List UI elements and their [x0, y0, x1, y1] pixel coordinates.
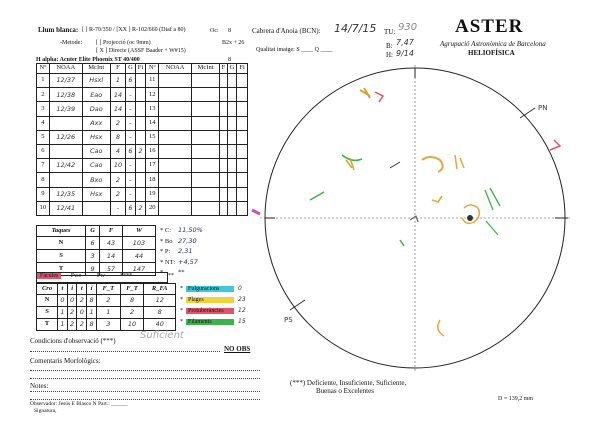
taques-table [36, 225, 156, 276]
groups-cell: 8 [37, 173, 50, 187]
notes-label: Notes: [30, 382, 49, 390]
h-value: 9/14 [396, 49, 414, 58]
features-cell: 1 [96, 307, 120, 319]
plage-sketch-6 [432, 196, 442, 202]
groups-cell [135, 187, 146, 201]
groups-cell [227, 173, 236, 187]
groups-cell: 6 [126, 201, 135, 215]
oc-label: Oc: [210, 28, 219, 34]
groups-cell: 4 [110, 144, 125, 158]
groups-cell: 12/42 [49, 159, 82, 173]
taques-cell: 44 [122, 250, 155, 263]
groups-cell [82, 201, 110, 215]
comentaris-label: Comentaris Morfològics: [30, 357, 101, 365]
filament-sketch-4 [486, 221, 498, 235]
groups-cell [227, 130, 236, 144]
plage-sketch-4 [455, 155, 464, 169]
groups-cell [192, 187, 220, 201]
fw-label: Fw [97, 273, 105, 279]
signatura-label: Signatura, [34, 408, 57, 414]
legend-star: * [180, 318, 183, 325]
groups-cell [49, 173, 82, 187]
metode-label: -Metode: [60, 40, 82, 46]
groups-cell [220, 102, 228, 116]
features-cell: 0 [58, 295, 68, 307]
taques-cell: 57 [100, 263, 123, 276]
groups-cell: 5 [37, 130, 50, 144]
metode-option-1: [ ] Projecció (oc 9mm) [96, 40, 151, 46]
taques-cell: 6 [86, 237, 100, 250]
features-cell: 10 [120, 319, 144, 331]
groups-cell [135, 88, 146, 102]
fwo-label: Fwo [70, 273, 82, 279]
groups-cell [220, 74, 228, 88]
groups-cell [237, 116, 248, 130]
groups-header-cell: F [220, 64, 228, 74]
legend-value: 12 [238, 307, 246, 314]
prominence-sketch-2 [550, 140, 560, 150]
groups-cell: - [126, 130, 135, 144]
features-header-cell: F_T [96, 284, 120, 295]
groups-header-cell: F [110, 64, 125, 74]
groups-cell: 12/41 [49, 201, 82, 215]
taques-cell: 14 [100, 250, 123, 263]
table-row [37, 116, 248, 130]
taques-cell: S [37, 250, 86, 263]
comentaris-line-1 [30, 369, 260, 371]
groups-cell: 12/26 [49, 130, 82, 144]
groups-cell [135, 102, 146, 116]
groups-cell [192, 201, 220, 215]
groups-cell: Hsxl [82, 74, 110, 88]
groups-cell: Axx [82, 116, 110, 130]
metode-option-2: [ X ] Directe (ASSF Baader + W#15) [96, 48, 186, 54]
groups-cell [135, 159, 146, 173]
groups-cell [192, 130, 220, 144]
groups-cell [237, 102, 248, 116]
groups-cell [237, 74, 248, 88]
groups-cell: 2 [110, 116, 125, 130]
groups-cell [237, 173, 248, 187]
taques-header-cell: F [100, 226, 123, 237]
halpha-num: 8 [228, 57, 231, 63]
taques-side-value: +4,57 [178, 257, 198, 266]
legend-value: 0 [238, 285, 242, 292]
taques-side-row [160, 226, 230, 237]
plage-sketch-3 [422, 157, 443, 172]
oc-value: 8 [228, 28, 231, 34]
groups-cell [220, 173, 228, 187]
groups-cell [192, 74, 220, 88]
taques-side-key: * C: [160, 227, 172, 234]
features-header-cell: F_T [120, 284, 144, 295]
legend-star: * [180, 307, 183, 314]
groups-cell [237, 144, 248, 158]
taques-side-row [160, 237, 230, 248]
groups-cell: 14 [110, 102, 125, 116]
groups-cell: Hsx [82, 130, 110, 144]
legend-star: * [180, 285, 183, 292]
features-cell: 8 [87, 319, 97, 331]
h-label: H: [386, 51, 393, 59]
taques-side-value: 11,50% [178, 226, 203, 234]
groups-cell: 1 [37, 74, 50, 88]
groups-cell [159, 144, 192, 158]
groups-cell: - [126, 116, 135, 130]
groups-cell: 12/35 [49, 187, 82, 201]
groups-cell [192, 102, 220, 116]
groups-cell: 2 [110, 187, 125, 201]
legend-label: Fulguracions [186, 286, 234, 292]
taques-cell: N [37, 237, 86, 250]
table-row [37, 173, 248, 187]
groups-cell: - [110, 201, 125, 215]
groups-cell: 20 [146, 201, 159, 215]
groups-cell: Hsx [82, 187, 110, 201]
groups-cell [237, 130, 248, 144]
groups-cell: - [126, 159, 135, 173]
groups-cell [227, 187, 236, 201]
groups-cell: 12 [146, 88, 159, 102]
features-cell: 2 [67, 319, 77, 331]
prominence-sketch-1 [375, 92, 383, 102]
features-cell: 2 [77, 319, 87, 331]
taques-side-values [160, 226, 230, 279]
legend-star: * [180, 296, 183, 303]
groups-cell: 17 [146, 159, 159, 173]
ps-label: PS [284, 316, 293, 324]
legend-row [180, 316, 250, 327]
groups-header-cell: NOAA [49, 64, 82, 74]
groups-cell [227, 144, 236, 158]
groups-cell [227, 88, 236, 102]
table-row [37, 187, 248, 201]
tu-label: TU: [384, 28, 396, 36]
groups-cell [220, 201, 228, 215]
features-cell: 40 [144, 319, 176, 331]
table-row [37, 201, 248, 215]
halpha-label: H alpha: Acuter Elite Phoenix ST 40/400 [36, 57, 140, 63]
features-cell: 1 [58, 319, 68, 331]
groups-cell [237, 88, 248, 102]
groups-cell: 12/39 [49, 102, 82, 116]
taques-side-value: ** [178, 268, 185, 276]
taques-header-cell: Taques [37, 226, 86, 237]
features-cell: 12 [144, 295, 176, 307]
groups-cell [220, 116, 228, 130]
groups-cell [159, 187, 192, 201]
groups-cell: 2 [110, 173, 125, 187]
table-row [37, 295, 176, 307]
groups-header-cell: Nº [146, 64, 159, 74]
groups-cell [220, 130, 228, 144]
taques-side-value: 2,31 [178, 247, 193, 255]
groups-cell [192, 144, 220, 158]
groups-cell [49, 144, 82, 158]
taques-side-row [160, 258, 230, 269]
groups-cell [135, 116, 146, 130]
features-header-cell: i [87, 284, 97, 295]
groups-cell: 16 [146, 144, 159, 158]
groups-cell: 12/37 [49, 74, 82, 88]
org-title: ASTER [455, 16, 524, 37]
plage-sketch-1 [360, 88, 370, 98]
tu-value: 930 [398, 22, 418, 33]
groups-cell [220, 88, 228, 102]
features-header-cell: Cro [37, 284, 58, 295]
table-row [37, 319, 176, 331]
groups-cell [192, 116, 220, 130]
filament-sketch-3 [485, 188, 500, 210]
groups-cell: 8 [110, 130, 125, 144]
filament-sketch-2 [310, 192, 324, 200]
groups-cell: 2 [135, 201, 146, 215]
groups-cell: 19 [146, 187, 159, 201]
legend-row [180, 294, 250, 305]
taques-side-key: * Bo [160, 237, 173, 245]
legend-label: Filaments [186, 319, 234, 325]
groups-cell [192, 173, 220, 187]
groups-cell: 13 [146, 102, 159, 116]
groups-cell [159, 130, 192, 144]
legend-row [180, 283, 250, 294]
features-cell: 8 [120, 295, 144, 307]
groups-cell: Cao [82, 159, 110, 173]
cabrera-date: 14/7/15 [334, 22, 377, 35]
groups-cell [159, 201, 192, 215]
taques-side-key: * [160, 269, 164, 276]
groups-header-cell: G [126, 64, 135, 74]
groups-cell: Dao [82, 102, 110, 116]
pn-label: PN [538, 104, 548, 112]
groups-cell: - [126, 187, 135, 201]
table-row [37, 102, 248, 116]
groups-cell: 6 [37, 144, 50, 158]
features-cell: 2 [96, 295, 120, 307]
facules-label: Fàcules [37, 273, 61, 279]
features-cell: S [37, 307, 58, 319]
groups-cell [227, 201, 236, 215]
features-cell: 1 [87, 307, 97, 319]
taques-side-value: 27,30 [178, 236, 197, 245]
groups-header-cell: McInt [82, 64, 110, 74]
features-header-cell: i [67, 284, 77, 295]
features-cell: 0 [67, 295, 77, 307]
groups-cell [220, 144, 228, 158]
taques-cell: 103 [122, 237, 155, 250]
taques-side-key: * P: [160, 248, 171, 255]
b2x-value: B2x + 26 [222, 40, 245, 46]
groups-cell [135, 173, 146, 187]
groups-cell [159, 74, 192, 88]
legend-label: Protuberàncies [186, 308, 234, 314]
b-value: 7,47 [396, 38, 414, 47]
comentaris-line-2 [30, 377, 260, 379]
features-cell: N [37, 295, 58, 307]
groups-cell [227, 102, 236, 116]
b-label: B: [386, 42, 393, 50]
groups-header-cell: G [227, 64, 236, 74]
solar-disk-drawing [250, 60, 580, 390]
notes-line-2 [30, 398, 260, 400]
groups-cell [159, 173, 192, 187]
features-cell: 2 [120, 307, 144, 319]
features-cell: 8 [144, 307, 176, 319]
groups-cell: - [126, 173, 135, 187]
org-subtitle: Agrupació Astronòmica de Barcelona [440, 40, 546, 48]
prominence-sketch-3 [252, 210, 260, 214]
diameter-label: D = 139,2 mm [498, 396, 534, 402]
spot-sketch-3 [390, 162, 400, 168]
features-header-cell: t [58, 284, 68, 295]
table-row [37, 237, 156, 250]
features-cell: 0 [77, 307, 87, 319]
cabrera-label: Cabrera d'Anoia (BCN): [252, 27, 321, 35]
groups-cell: 2 [37, 88, 50, 102]
groups-cell [49, 116, 82, 130]
groups-cell: 2 [135, 144, 146, 158]
deficients-note: (***) Deficiente, Insuficiente, Suficiente, [290, 379, 407, 387]
groups-cell: - [126, 102, 135, 116]
taques-cell: 43 [100, 237, 123, 250]
groups-cell: 7 [37, 159, 50, 173]
groups-cell [159, 88, 192, 102]
groups-header-cell: Nº [37, 64, 50, 74]
table-row [37, 250, 156, 263]
features-header-cell: R_FA [144, 284, 176, 295]
spot-sketch-2 [467, 215, 473, 221]
groups-cell: Bxo [82, 173, 110, 187]
legend-value: 23 [238, 296, 246, 303]
legend-value: 15 [238, 318, 246, 325]
features-cell: 1 [58, 307, 68, 319]
groups-cell [237, 187, 248, 201]
taques-side-row [160, 247, 230, 258]
groups-table [36, 63, 248, 216]
facules-row [36, 272, 168, 283]
groups-header-cell: NOAA [159, 64, 192, 74]
groups-cell: 14 [146, 116, 159, 130]
groups-cell: 1 [110, 74, 125, 88]
features-cell: 2 [67, 307, 77, 319]
features-header-cell: t [77, 284, 87, 295]
plage-sketch-7 [438, 320, 444, 336]
condicions-line [30, 350, 220, 352]
condicions-label: Condicions d'observació (***) [30, 337, 116, 345]
taques-cell: 3 [86, 250, 100, 263]
groups-cell [135, 130, 146, 144]
groups-cell: 3 [37, 102, 50, 116]
table-row [37, 144, 248, 158]
groups-header-cell: Fi [237, 64, 248, 74]
groups-cell: 15 [146, 130, 159, 144]
filament-sketch-5 [400, 240, 404, 246]
llum-options: [ ] R-70/350 / [XX ] R-102/660 (Diaf a 80) [82, 27, 186, 33]
legend-label: Plages [186, 297, 234, 303]
groups-cell [237, 159, 248, 173]
taques-header-cell: G [86, 226, 100, 237]
table-row [37, 159, 248, 173]
facules-stars: **** [120, 273, 133, 279]
groups-cell [159, 116, 192, 130]
condicions-value: Suficient [140, 330, 184, 341]
observador-label: Observador: Jesús E Blasco N Part.: ______ [30, 401, 128, 407]
features-cell: 3 [96, 319, 120, 331]
groups-header-cell: Fi [135, 64, 146, 74]
groups-cell: 14 [110, 88, 125, 102]
notes-line-1 [30, 390, 260, 392]
qualitat-label: Qualitat imatge: S ____ Q ____ [256, 47, 333, 53]
features-legend [180, 283, 250, 327]
groups-cell: Cao [82, 144, 110, 158]
groups-cell: 12/38 [49, 88, 82, 102]
groups-cell [192, 159, 220, 173]
groups-cell: 9 [37, 187, 50, 201]
legend-row [180, 305, 250, 316]
groups-cell [220, 159, 228, 173]
taques-cell: 9 [86, 263, 100, 276]
groups-cell [159, 159, 192, 173]
org-dept: HELIOFÍSICA [468, 49, 515, 57]
llum-label: Llum blanca: [38, 26, 79, 34]
groups-cell [159, 102, 192, 116]
table-row [37, 74, 248, 88]
spot-sketch-1 [410, 216, 418, 222]
groups-cell [135, 74, 146, 88]
groups-cell: 4 [37, 116, 50, 130]
groups-cell: Eao [82, 88, 110, 102]
groups-cell [237, 201, 248, 215]
groups-cell: - [126, 88, 135, 102]
filament-sketch-1 [342, 155, 362, 160]
features-cell: 8 [87, 295, 97, 307]
groups-cell: 11 [146, 74, 159, 88]
features-cell: 2 [77, 295, 87, 307]
groups-cell: 6 [126, 144, 135, 158]
deficients-note-2: Buenas o Excelentes [316, 387, 374, 395]
groups-cell [227, 74, 236, 88]
groups-cell [227, 159, 236, 173]
groups-cell: 10 [37, 201, 50, 215]
taques-header-cell: W [122, 226, 155, 237]
groups-cell: 6 [126, 74, 135, 88]
groups-header-cell: McInt [192, 64, 220, 74]
taques-cell: 147 [122, 263, 155, 276]
features-table [36, 283, 176, 331]
taques-side-key: * NT: [160, 258, 176, 266]
groups-cell [220, 187, 228, 201]
no-obs-label: NO OBS [224, 345, 251, 353]
taques-cell: T [37, 263, 86, 276]
groups-cell [192, 88, 220, 102]
groups-cell [227, 116, 236, 130]
features-cell: T [37, 319, 58, 331]
table-row [37, 307, 176, 319]
facules-stars-2: ** [168, 273, 174, 279]
table-row [37, 88, 248, 102]
table-row [37, 130, 248, 144]
groups-cell: 10 [110, 159, 125, 173]
groups-cell: 18 [146, 173, 159, 187]
